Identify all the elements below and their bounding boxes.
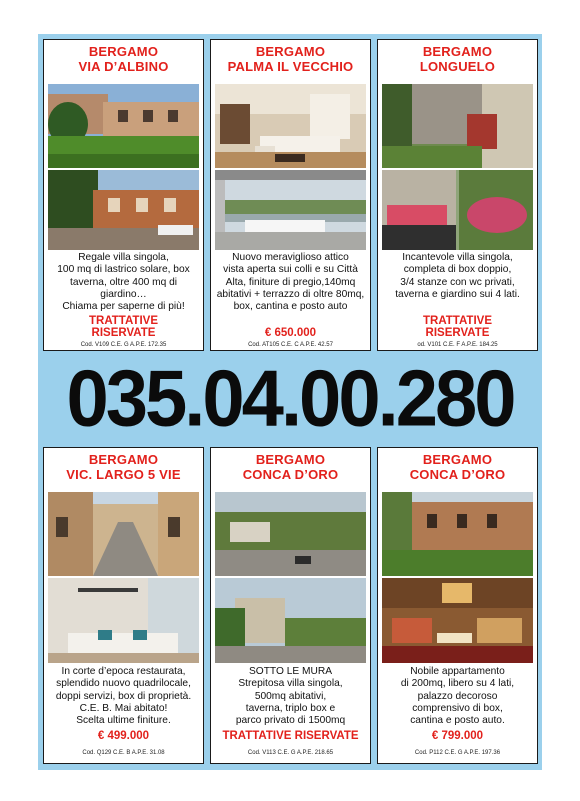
listing-card-conca-doro-apartment[interactable] <box>377 447 538 764</box>
listing-price: € 499.000 <box>97 730 150 742</box>
phone-number[interactable]: 035.04.00.280 <box>66 353 514 444</box>
listing-code: od. V101 C.E. F A.P.E. 184.25 <box>417 342 498 348</box>
listing-code: Cod. V109 C.E. G A.P.E. 172.35 <box>80 342 167 348</box>
listing-description: Incantevole villa singola, completa di box doppio, 3/4 stanze con wc privati, taverna e giardino sui 4 lati. <box>395 252 520 300</box>
listing-price: TRATTATIVE RISERVATE <box>222 730 359 742</box>
listing-title <box>378 40 537 78</box>
listing-photo-garden <box>48 84 199 168</box>
listing-photo-flowers <box>382 170 533 250</box>
listing-card-via-albino[interactable] <box>43 39 204 351</box>
listing-photo-interior <box>48 578 199 663</box>
listing-code: Cod. P112 C.E. G A.P.E. 197.36 <box>414 750 501 756</box>
listing-price: TRATTATIVE RISERVATE <box>423 315 492 339</box>
listing-area: LONGUELO <box>419 59 496 74</box>
listing-photo-terrace-view <box>215 170 366 250</box>
listing-city: BERGAMO <box>422 44 493 59</box>
listing-card-longuelo[interactable] <box>377 39 538 351</box>
listing-price: TRATTATIVE RISERVATE <box>89 315 158 339</box>
listing-photo-villa <box>215 578 366 663</box>
listing-photo-hillside <box>215 492 366 576</box>
listing-photo-living-room <box>215 84 366 168</box>
listing-code: Cod. Q129 C.E. B A.P.E. 31.08 <box>82 750 165 756</box>
listing-city: BERGAMO <box>255 44 326 59</box>
listing-card-conca-doro-villa[interactable] <box>210 447 371 764</box>
listing-code: Cod. V113 C.E. G A.P.E. 218.65 <box>247 750 334 756</box>
listing-description: In corte d’epoca restaurata, splendido nuovo quadrilocale, doppi servizi, box di proprietà. C.E. B. Mai abitato! Scelta ultime finiture. <box>55 666 192 727</box>
listing-code: Cod. AT105 C.E. C A.P.E. 42.57 <box>248 342 333 348</box>
listing-area: CONCA D’ORO <box>409 467 506 482</box>
flyer-page <box>38 34 542 770</box>
listing-card-palma-il-vecchio[interactable] <box>210 39 371 351</box>
listing-city: BERGAMO <box>422 452 493 467</box>
listing-city: BERGAMO <box>88 452 159 467</box>
listing-card-largo-5-vie[interactable] <box>43 447 204 764</box>
listing-photo-stone-wall <box>382 84 533 168</box>
listing-description: Nobile appartamento di 200mq, libero su 4 lati, palazzo decoroso comprensivo di box, cantina e posto auto. <box>400 666 515 727</box>
listing-title <box>44 40 203 78</box>
listing-title <box>44 448 203 486</box>
listing-area: CONCA D’ORO <box>242 467 339 482</box>
listing-description: Nuovo meraviglioso attico vista aperta sui colli e su Città Alta, finiture di pregio,140mq abitativi + terrazzo di oltre 80mq, box, cantina e posto auto <box>216 252 365 313</box>
listing-photo-street <box>48 492 199 576</box>
listing-area: VIC. LARGO 5 VIE <box>66 467 181 482</box>
listing-area: PALMA IL VECCHIO <box>227 59 354 74</box>
listing-photo-palazzo <box>382 492 533 576</box>
listing-price: € 799.000 <box>431 730 484 742</box>
listing-photo-terrace <box>48 170 199 250</box>
listing-photo-salon <box>382 578 533 663</box>
listing-city: BERGAMO <box>255 452 326 467</box>
listing-city: BERGAMO <box>88 44 159 59</box>
listing-title <box>211 40 370 78</box>
listing-area: VIA D’ALBINO <box>78 59 169 74</box>
listing-title <box>378 448 537 486</box>
listing-description: Regale villa singola, 100 mq di lastrico solare, box taverna, oltre 400 mq di giardino… Chiama per saperne di più! <box>57 252 190 313</box>
listing-description: SOTTO LE MURA Strepitosa villa singola, 500mq abitativi, taverna, triplo box e parco privato di 1500mq <box>235 666 346 727</box>
listing-title <box>211 448 370 486</box>
listing-price: € 650.000 <box>264 327 317 339</box>
